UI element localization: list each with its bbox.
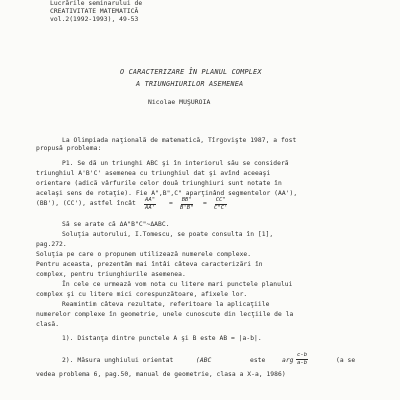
body-line: triunghiul A'B'C' asemenea cu triunghiul dat şi avînd aceeaşi	[36, 170, 271, 177]
header-line-2: CREATIVITATE MATEMATICĂ	[50, 8, 139, 15]
fraction-numerator: CC"	[215, 197, 226, 203]
body-line: 1). Distanţa dintre punctele A şi B este AB = |a-b|.	[62, 335, 262, 342]
body-line: 2). Măsura unghiului orientat	[62, 357, 174, 364]
body-line: orientare (adică vârfurile celor două triunghiuri sunt notate în	[36, 180, 282, 187]
equals-sign: =	[169, 200, 173, 207]
fraction-arg	[296, 352, 308, 366]
body-line: (a se	[336, 357, 356, 364]
fraction-numerator: c-b	[297, 352, 308, 358]
header-line-1: Lucrările seminarului de	[50, 0, 143, 7]
author: Nicolae MUŞUROIA	[148, 98, 211, 106]
fraction-bb	[179, 197, 194, 211]
body-line: clasă.	[36, 321, 60, 328]
angle-expression: (ABC	[196, 357, 212, 364]
fraction-numerator: BB"	[181, 197, 192, 203]
body-line: pag.272.	[36, 241, 67, 248]
body-line: numerelor complexe în geometrie, unele cunoscute din lecţiile de la	[36, 311, 294, 318]
body-line: Să se arate că ΔA"B"C"~ΔABC.	[62, 221, 170, 228]
body-line: vedea problema 6, pag.50, manual de geometrie, clasa a X-a, 1986)	[36, 371, 286, 378]
body-line: Pentru aceasta, prezentăm mai întâi câteva caracterizări în	[36, 261, 263, 268]
body-line: Soluţia autorului, I.Tomescu, se poate consulta în [1],	[62, 231, 274, 238]
fraction-denominator: C"C'	[214, 204, 228, 211]
body-line: La Olimpiada naţională de matematică, Tîrgovişte 1987, a fost	[62, 137, 297, 144]
body-line: acelaşi sens de rotaţie). Fie A",B",C" aparţinând segmentelor (AA'),	[36, 190, 298, 197]
fraction-aa	[144, 197, 156, 211]
body-line: complex, pentru triunghiurile asemenea.	[36, 271, 186, 278]
equals-sign: =	[203, 200, 207, 207]
body-line: este	[250, 357, 266, 364]
fraction-denominator: a-b	[297, 359, 308, 366]
body-line: În cele ce urmează vom nota cu litere mari punctele planului	[62, 281, 293, 288]
arg-prefix: arg	[282, 357, 294, 364]
body-line: P1. Se dă un triunghi ABC şi în interiorul său se consideră	[62, 160, 289, 167]
body-line: propusă problema:	[36, 145, 102, 152]
body-line: Soluţia pe care o propunem utilizează numerele complexe.	[36, 251, 252, 258]
title-line-2: A TRIUNGHIURILOR ASEMENEA	[136, 80, 244, 88]
fraction-cc	[213, 197, 228, 211]
body-line: (BB'), (CC'), astfel încât	[36, 200, 136, 207]
body-line: Reamintim câteva rezultate, referitoare la aplicaţiile	[62, 301, 270, 308]
fraction-denominator: AA'	[145, 204, 156, 211]
header-line-3: vol.2(1992-1993), 49-53	[50, 16, 139, 23]
fraction-denominator: B'B"	[180, 204, 194, 211]
body-line: complex şi cu litere mici corespunzătoare, afixele lor.	[36, 291, 248, 298]
fraction-numerator: AA"	[145, 197, 156, 203]
title-line-1: O CARACTERIZARE ÎN PLANUL COMPLEX	[120, 68, 262, 76]
